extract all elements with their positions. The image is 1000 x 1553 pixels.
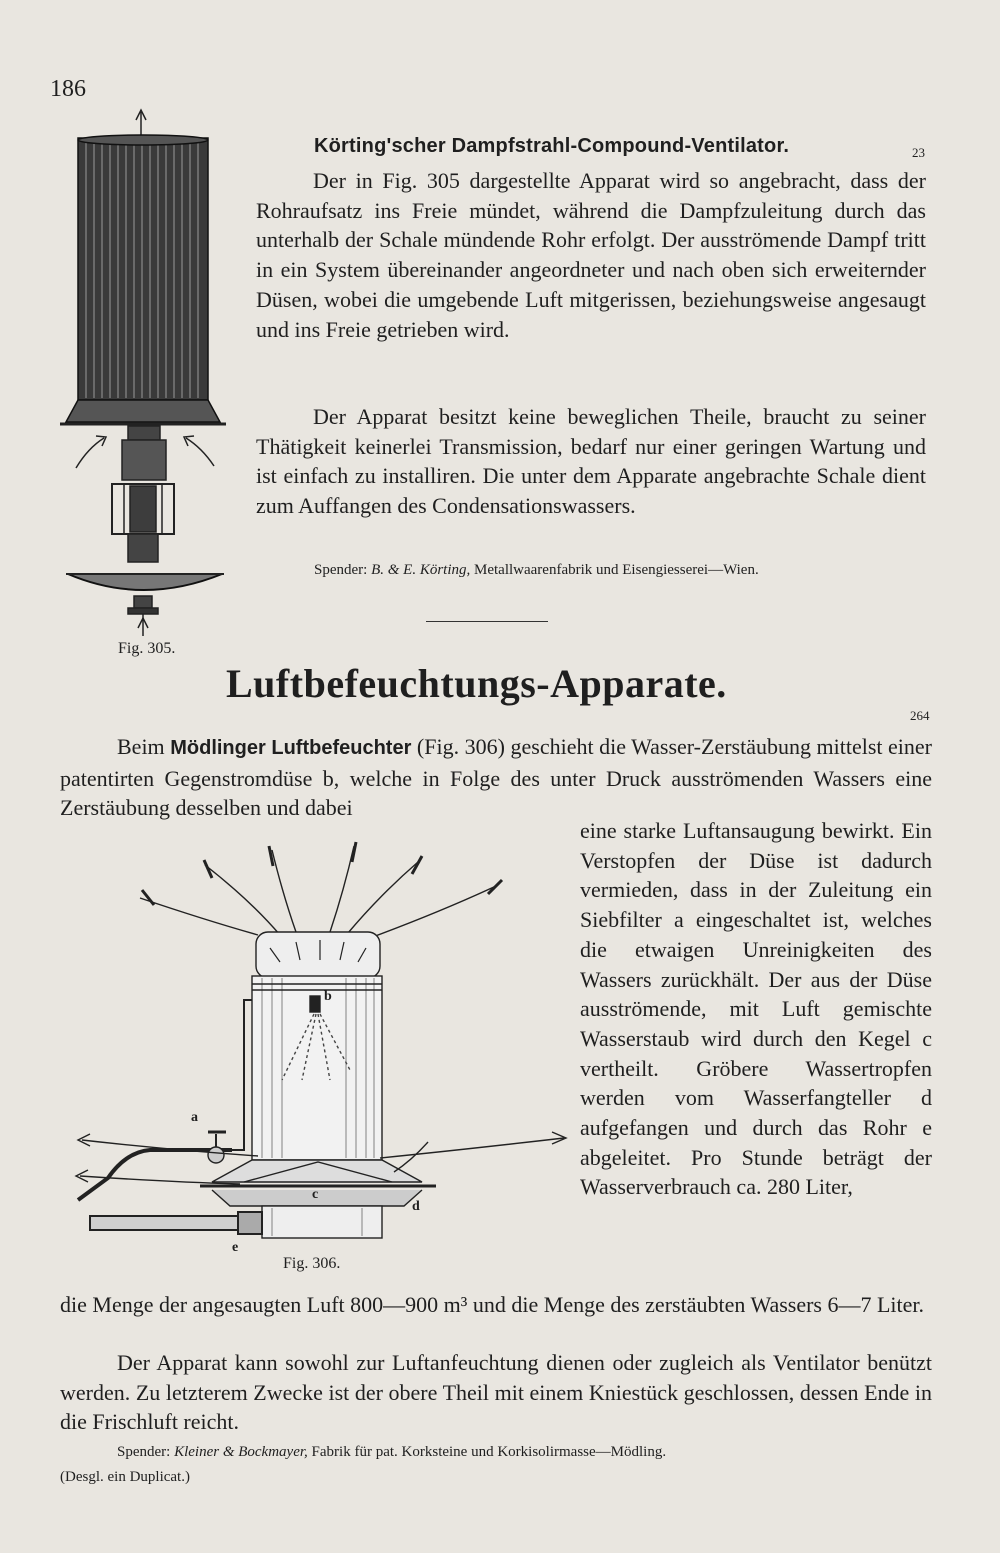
figure-label-d: d xyxy=(412,1199,420,1214)
page-number: 186 xyxy=(50,76,86,102)
section-title-luftbefeuchtung: Luftbefeuchtungs-Apparate. xyxy=(226,661,727,706)
paragraph: Der in Fig. 305 dargestellte Apparat wird so angebracht, dass der Rohraufsatz ins Freie mündet, während die Dampfzuleitung durch das unterhalb der Schale mündende Rohr erfolgt. Der ausströmende Dampf tritt in ein System übereinander angeordneter und nach oben sich erweiternder Düsen, wobei die umgebende Luft mitgerissen, beziehungsweise angesaugt und ins Freie getrieben wird. xyxy=(256,168,926,342)
paragraph: Beim Mödlinger Luftbefeuchter (Fig. 306) geschieht die Wasser-Zerstäubung mittelst einer patentirten Gegenstromdüse b, welche in Folge des unter Druck ausströmenden Wassers eine Zerstäubung desselben und dabei xyxy=(60,734,933,821)
donor-line: Spender: Kleiner & Bockmayer, Fabrik für pat. Korksteine und Korkisolirmasse—Mödling. (Desgl. ein Duplicat.) xyxy=(60,1444,667,1485)
paragraph-wrapped: eine starke Luftansaugung bewirkt. Ein Verstopfen der Düse ist dadurch vermieden, dass in der Zuleitung ein Siebfilter a eingeschaltet ist, welches die etwaigen Unreinigkeiten des Wassers zurückhält. Der aus der Düse ausströmende, mit Luft gemischte Wasserstaub wird durch den Kegel c vertheilt. Gröbere Wassertropfen werden vom Wasserfangteller d aufgefangen und durch das Rohr e abgeleitet. Pro Stunde beträgt der Wasserverbrauch ca. 280 Liter, xyxy=(580,818,932,1200)
margin-number: 264 xyxy=(910,708,930,723)
paragraph: die Menge der angesaugten Luft 800—900 m³ und die Menge des zerstäubten Wassers 6—7 Liter. xyxy=(60,1292,925,1317)
margin-number: 23 xyxy=(912,145,925,160)
figure-label-b: b xyxy=(324,989,332,1004)
paragraph: Der Apparat kann sowohl zur Luftanfeuchtung dienen oder zugleich als Ventilator benützt werden. Zu letzterem Zwecke ist der obere Theil mit einem Kniestück geschlossen, dessen Ende in die Frischluft reicht. xyxy=(60,1350,932,1435)
paragraph: Der Apparat besitzt keine beweglichen Theile, braucht zu seiner Thätigkeit keinerlei Transmission, bedarf nur einer geringen Wartung und ist einfach zu installiren. Die unter dem Apparate angebrachte Schale dient zum Auffangen des Condensationswassers. xyxy=(256,404,926,519)
figure-label-a: a xyxy=(191,1110,198,1125)
donor-line: Spender: B. & E. Körting, Metallwaarenfabrik und Eisengiesserei—Wien. xyxy=(314,562,759,578)
figure-caption: Fig. 306. xyxy=(283,1255,341,1272)
figure-label-e: e xyxy=(232,1240,239,1255)
figure-caption: Fig. 305. xyxy=(118,640,176,657)
section-title-korting: Körting'scher Dampfstrahl-Compound-Ventilator. xyxy=(314,135,790,157)
figure-label-c: c xyxy=(312,1187,319,1202)
